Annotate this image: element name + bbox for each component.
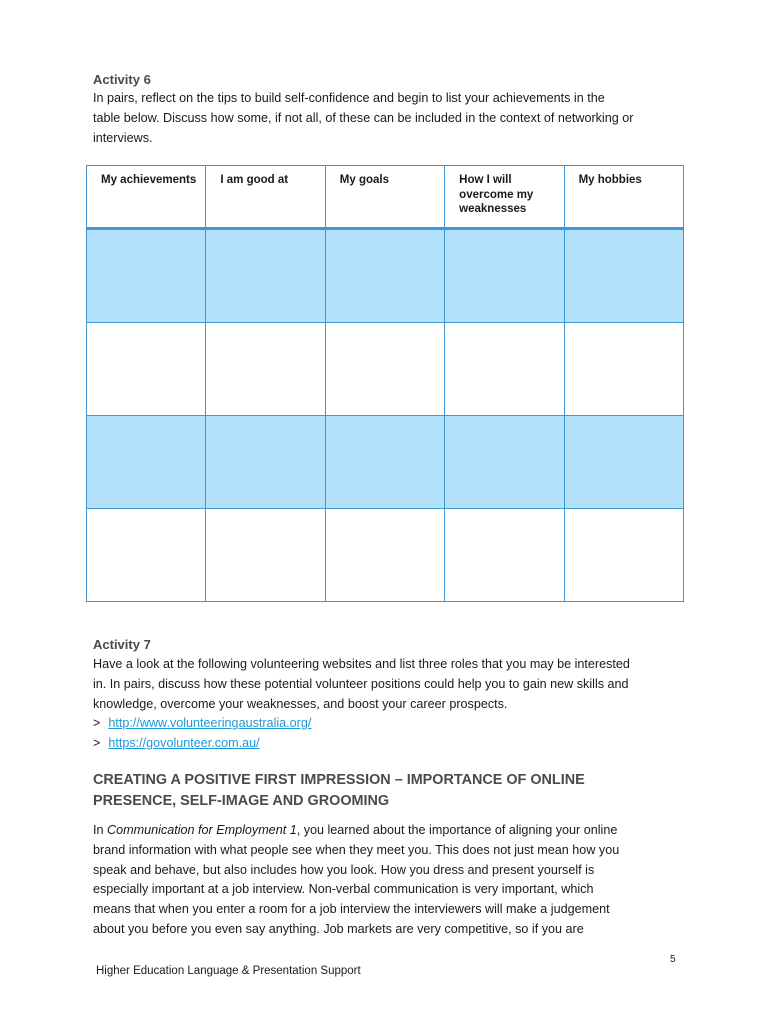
table-cell[interactable] xyxy=(325,229,444,323)
table-cell[interactable] xyxy=(206,416,325,509)
heading-line: CREATING A POSITIVE FIRST IMPRESSION – IMPORTANCE OF ONLINE xyxy=(93,772,585,788)
header-my-hobbies: My hobbies xyxy=(564,166,683,229)
table-cell[interactable] xyxy=(87,229,206,323)
first-impression-paragraph xyxy=(93,821,693,940)
paragraph-line: In Communication for Employment 1, you learned about the importance of aligning your online xyxy=(93,823,618,837)
table-row xyxy=(87,416,684,509)
course-title: Communication for Employment 1 xyxy=(107,823,297,837)
link-list-item xyxy=(93,714,311,734)
paragraph-line: brand information with what people see when they meet you. This does not just mean how you xyxy=(93,842,620,857)
instruction-line: in. In pairs, discuss how these potential volunteer positions could help you to gain new skills and xyxy=(93,676,629,691)
link-list-item xyxy=(93,734,260,754)
table-cell[interactable] xyxy=(87,416,206,509)
table-cell[interactable] xyxy=(206,509,325,602)
bullet-marker: > xyxy=(93,736,101,750)
table-header-row xyxy=(87,166,684,229)
table-cell[interactable] xyxy=(206,323,325,416)
achievements-table xyxy=(86,165,684,602)
table-cell[interactable] xyxy=(206,229,325,323)
page-number: 5 xyxy=(670,954,676,965)
table-cell[interactable] xyxy=(564,229,683,323)
bullet-marker: > xyxy=(93,716,101,730)
header-i-am-good-at: I am good at xyxy=(206,166,325,229)
instruction-line: Have a look at the following volunteering websites and list three roles that you may be interested xyxy=(93,657,630,671)
heading-line: PRESENCE, SELF-IMAGE AND GROOMING xyxy=(93,792,390,809)
activity-7-heading: Activity 7 xyxy=(93,637,151,652)
table-cell[interactable] xyxy=(445,323,564,416)
paragraph-line: about you before you even say anything. Job markets are very competitive, so if you are xyxy=(93,921,584,936)
instruction-line: table below. Discuss how some, if not all, of these can be included in the context of networking or xyxy=(93,110,634,125)
table-cell[interactable] xyxy=(445,229,564,323)
header-my-achievements: My achievements xyxy=(87,166,206,229)
volunteering-australia-link[interactable]: http://www.volunteeringaustralia.org/ xyxy=(108,716,312,730)
table-cell[interactable] xyxy=(564,323,683,416)
activity-6-instructions xyxy=(93,89,693,148)
table-cell[interactable] xyxy=(564,416,683,509)
table-cell[interactable] xyxy=(325,416,444,509)
table-row xyxy=(87,229,684,323)
govolunteer-link[interactable]: https://govolunteer.com.au/ xyxy=(108,736,260,750)
table-cell[interactable] xyxy=(445,509,564,602)
paragraph-line: speak and behave, but also includes how you look. How you dress and present yourself is xyxy=(93,862,595,877)
table-cell[interactable] xyxy=(564,509,683,602)
table-cell[interactable] xyxy=(87,323,206,416)
table-cell[interactable] xyxy=(87,509,206,602)
table-cell[interactable] xyxy=(325,323,444,416)
activity-7-instructions xyxy=(93,655,693,714)
activity-6-heading: Activity 6 xyxy=(93,72,151,87)
header-overcome-weaknesses: How I will overcome my weaknesses xyxy=(445,166,564,229)
section-heading xyxy=(93,770,693,811)
instruction-line: knowledge, overcome your weaknesses, and boost your career prospects. xyxy=(93,696,508,711)
paragraph-line: especially important at a job interview. Non-verbal communication is very important, which xyxy=(93,882,594,897)
paragraph-line: means that when you enter a room for a job interview the interviewers will make a judgement xyxy=(93,902,610,917)
table-cell[interactable] xyxy=(445,416,564,509)
instruction-line: interviews. xyxy=(93,130,153,145)
table-cell[interactable] xyxy=(325,509,444,602)
table-row xyxy=(87,509,684,602)
table-row xyxy=(87,323,684,416)
instruction-line: In pairs, reflect on the tips to build self-confidence and begin to list your achievements in the xyxy=(93,91,605,105)
header-my-goals: My goals xyxy=(325,166,444,229)
footer-text: Higher Education Language & Presentation Support xyxy=(96,965,361,977)
